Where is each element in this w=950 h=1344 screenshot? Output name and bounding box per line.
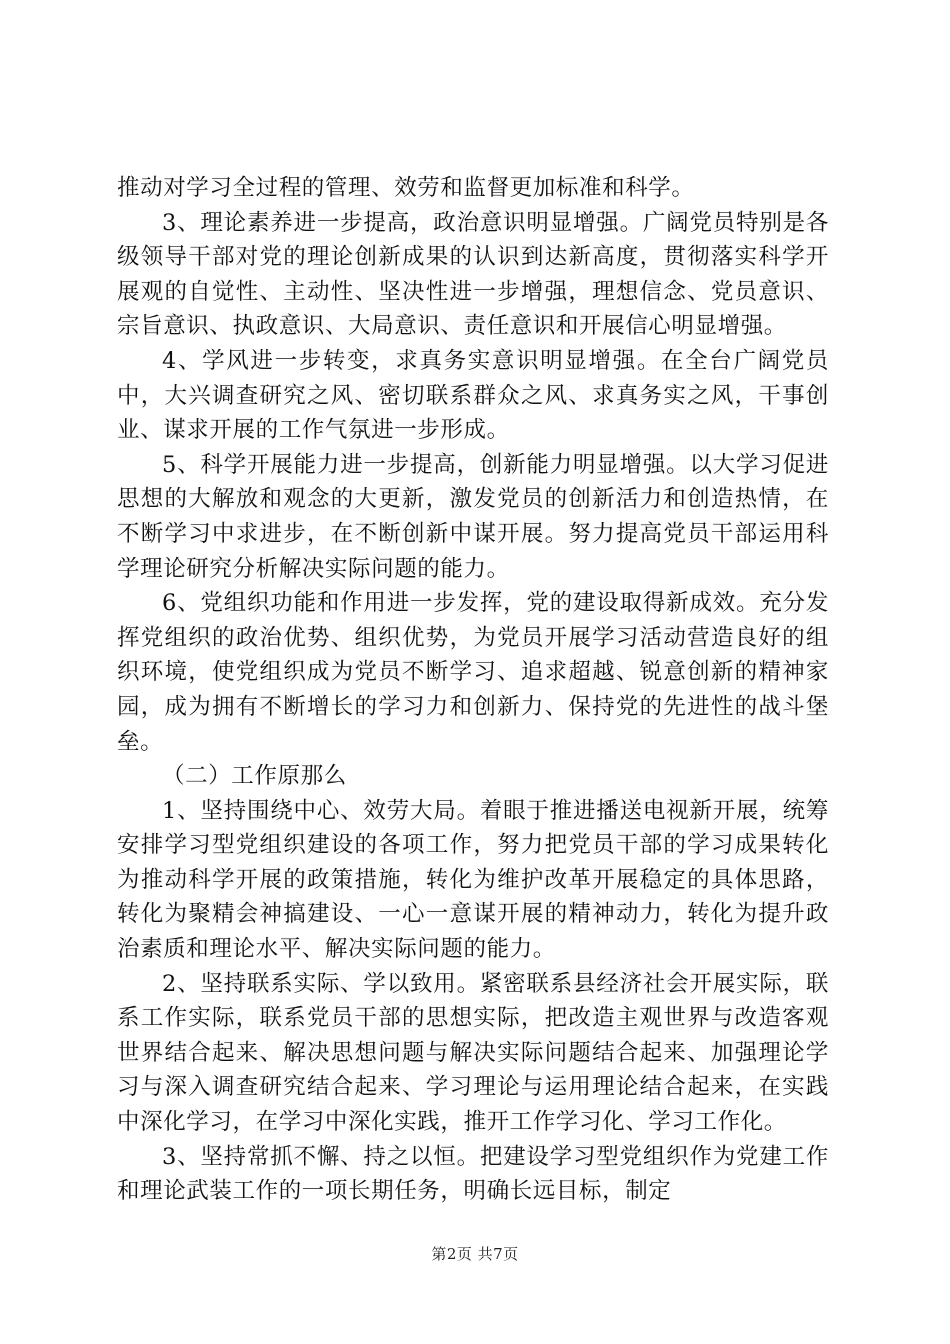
paragraph-goal-3: 3、理论素养进一步提高，政治意识明显增强。广阔党员特别是各级领导干部对党的理论创新成果的认识到达新高度，贯彻落实科学开展观的自觉性、主动性、坚决性进一步增强，理想信念、党员意识、宗旨意识、执政意识、大局意识、责任意识和开展信心明显增强。	[117, 209, 829, 340]
paragraph-goal-6: 6、党组织功能和作用进一步发挥，党的建设取得新成效。充分发挥党组织的政治优势、组织优势，为党员开展学习活动营造良好的组织环境，使党组织成为党员不断学习、追求超越、锐意创新的精神家园，成为拥有不断增长的学习力和创新力、保持党的先进性的战斗堡垒。	[117, 590, 829, 755]
paragraph-continuation: 推动对学习全过程的管理、效劳和监督更加标准和科学。	[117, 175, 695, 201]
section-heading-principles: （二）工作原那么	[162, 763, 347, 790]
paragraph-principle-3: 3、坚持常抓不懈、持之以恒。把建设学习型党组织作为党建工作和理论武装工作的一项长期任务，明确长远目标，制定	[117, 1143, 829, 1205]
paragraph-goal-4: 4、学风进一步转变，求真务实意识明显增强。在全台广阔党员中，大兴调查研究之风、密切联系群众之风、求真务实之风，干事创业、谋求开展的工作气氛进一步形成。	[117, 347, 829, 444]
paragraph-principle-1: 1、坚持围绕中心、效劳大局。着眼于推进播送电视新开展，统筹安排学习型党组织建设的各项工作，努力把党员干部的学习成果转化为推动科学开展的政策措施，转化为维护改革开展稳定的具体思路，转化为聚精会神搞建设、一心一意谋开展的精神动力，转化为提升政治素质和理论水平、解决实际问题的能力。	[117, 797, 829, 963]
page-number-footer: 第2页 共7页	[431, 1245, 519, 1263]
paragraph-goal-5: 5、科学开展能力进一步提高，创新能力明显增强。以大学习促进思想的大解放和观念的大更新，激发党员的创新活力和创造热情，在不断学习中求进步，在不断创新中谋开展。努力提高党员干部运用科学理论研究分析解决实际问题的能力。	[117, 451, 829, 582]
paragraph-principle-2: 2、坚持联系实际、学以致用。紧密联系县经济社会开展实际，联系工作实际，联系党员干部的思想实际，把改造主观世界与改造客观世界结合起来、解决思想问题与解决实际问题结合起来、加强理论学习与深入调查研究结合起来、学习理论与运用理论结合起来，在实践中深化学习，在学习中深化实践，推开工作学习化、学习工作化。	[117, 970, 829, 1136]
document-body	[117, 171, 829, 1209]
